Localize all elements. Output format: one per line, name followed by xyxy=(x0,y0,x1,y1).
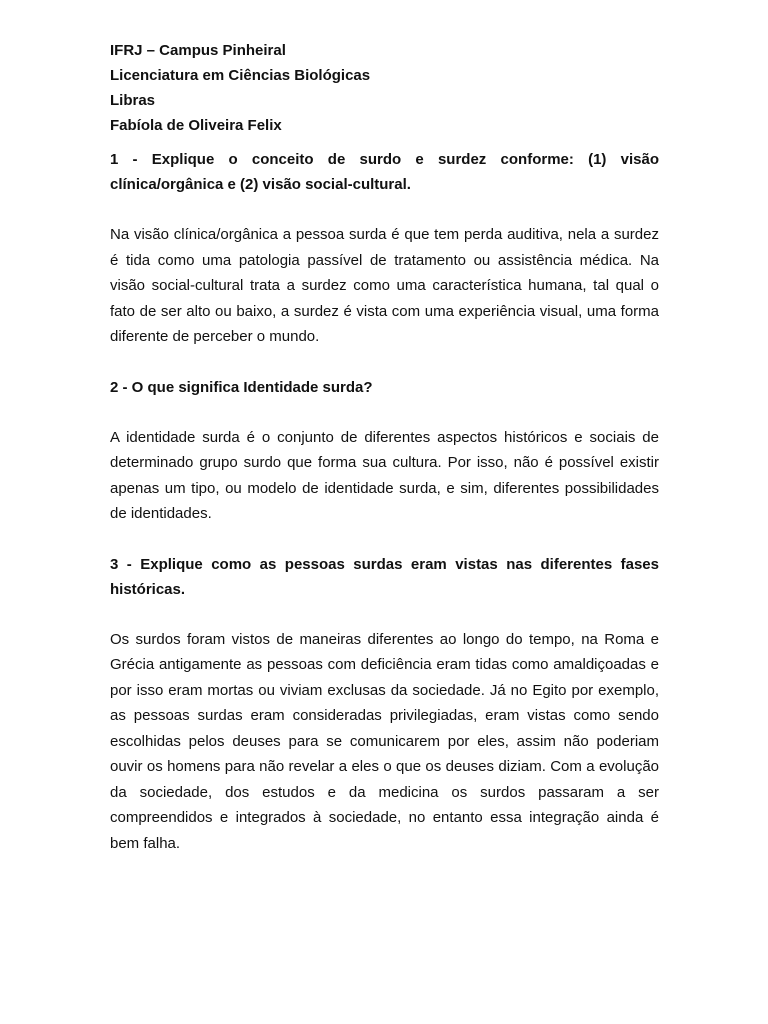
answer-1: Na visão clínica/orgânica a pessoa surda é que tem perda auditiva, nela a surdez é tida como uma patologia passível de tratamento ou assistência médica. Na visão social-cultural trata a surdez como uma característica humana, tal qual o fato de ser alto ou baixo, a surdez é vista com uma experiência visual, uma forma diferente de perceber o mundo. xyxy=(110,226,659,345)
question-3: 3 - Explique como as pessoas surdas eram vistas nas diferentes fases históricas. xyxy=(110,555,659,598)
course-line: Licenciatura em Ciências Biológicas xyxy=(110,67,371,84)
question-1: 1 - Explique o conceito de surdo e surdez conforme: (1) visão clínica/orgânica e (2) visão social-cultural. xyxy=(110,151,659,193)
question-block-1 xyxy=(110,147,659,350)
institution-line: IFRJ – Campus Pinheiral xyxy=(110,42,286,59)
document-header xyxy=(110,38,659,138)
answer-2: A identidade surda é o conjunto de diferentes aspectos históricos e sociais de determinado grupo surdo que forma sua cultura. Por isso, não é possível existir apenas um tipo, ou modelo de identidade surda, e sim, diferentes possibilidades de identidades. xyxy=(110,428,659,522)
question-block-3 xyxy=(110,552,659,857)
question-2: 2 - O que significa Identidade surda? xyxy=(110,378,373,396)
subject-line: Libras xyxy=(110,92,156,109)
answer-3: Os surdos foram vistos de maneiras diferentes ao longo do tempo, na Roma e Grécia antigamente as pessoas com deficiência eram tidas como amaldiçoadas e por isso eram mortas ou viviam exclusas da sociedade. Já no Egito por exemplo, as pessoas surdas eram consideradas privilegiadas, eram vistas como sendo escolhidas pelos deuses para se comunicarem por eles, assim não poderiam ouvir os homens para não revelar a eles o que os deuses diziam. Com a evolução da sociedade, dos estudos e da medicina os surdos passaram a ser compreendidos e integrados à sociedade, no entanto essa integração ainda é bem falha. xyxy=(110,630,659,852)
question-block-2 xyxy=(110,375,659,527)
student-name-line: Fabíola de Oliveira Felix xyxy=(110,117,282,134)
